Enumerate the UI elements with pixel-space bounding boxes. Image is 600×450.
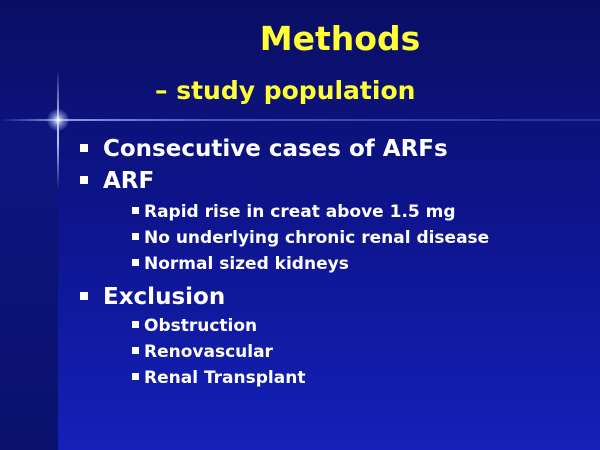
sub-bullet-renal-transplant — [132, 370, 305, 387]
square-bullet-icon — [80, 144, 88, 152]
left-decorative-band — [0, 120, 58, 450]
sub-bullet-text: Obstruction — [144, 316, 258, 336]
horizontal-accent-line — [0, 119, 600, 121]
sub-bullet-renovascular — [132, 344, 273, 361]
sub-bullet-no-chronic-disease — [132, 230, 489, 247]
square-bullet-icon — [132, 259, 139, 266]
square-bullet-icon — [132, 373, 139, 380]
square-bullet-icon — [80, 292, 88, 300]
bullet-text: ARF — [103, 168, 155, 194]
sub-bullet-rapid-rise — [132, 204, 456, 221]
bullet-exclusion — [80, 286, 225, 309]
bullet-text: Consecutive cases of ARFs — [103, 136, 448, 162]
sub-bullet-text: No underlying chronic renal disease — [144, 228, 490, 248]
bullet-consecutive-cases — [80, 138, 448, 161]
sub-bullet-text: Renal Transplant — [144, 368, 306, 388]
bullet-arf — [80, 170, 154, 193]
slide-subtitle: – study population — [155, 76, 416, 105]
square-bullet-icon — [132, 233, 139, 240]
sparkle-icon — [47, 109, 69, 131]
square-bullet-icon — [132, 207, 139, 214]
bullet-text: Exclusion — [103, 284, 226, 310]
square-bullet-icon — [132, 347, 139, 354]
sub-bullet-obstruction — [132, 318, 257, 335]
square-bullet-icon — [80, 176, 88, 184]
sub-bullet-normal-kidneys — [132, 256, 349, 273]
sub-bullet-text: Rapid rise in creat above 1.5 mg — [144, 202, 456, 222]
slide-title: Methods — [259, 19, 421, 58]
square-bullet-icon — [132, 321, 139, 328]
sub-bullet-text: Normal sized kidneys — [144, 254, 349, 274]
sub-bullet-text: Renovascular — [144, 342, 273, 362]
